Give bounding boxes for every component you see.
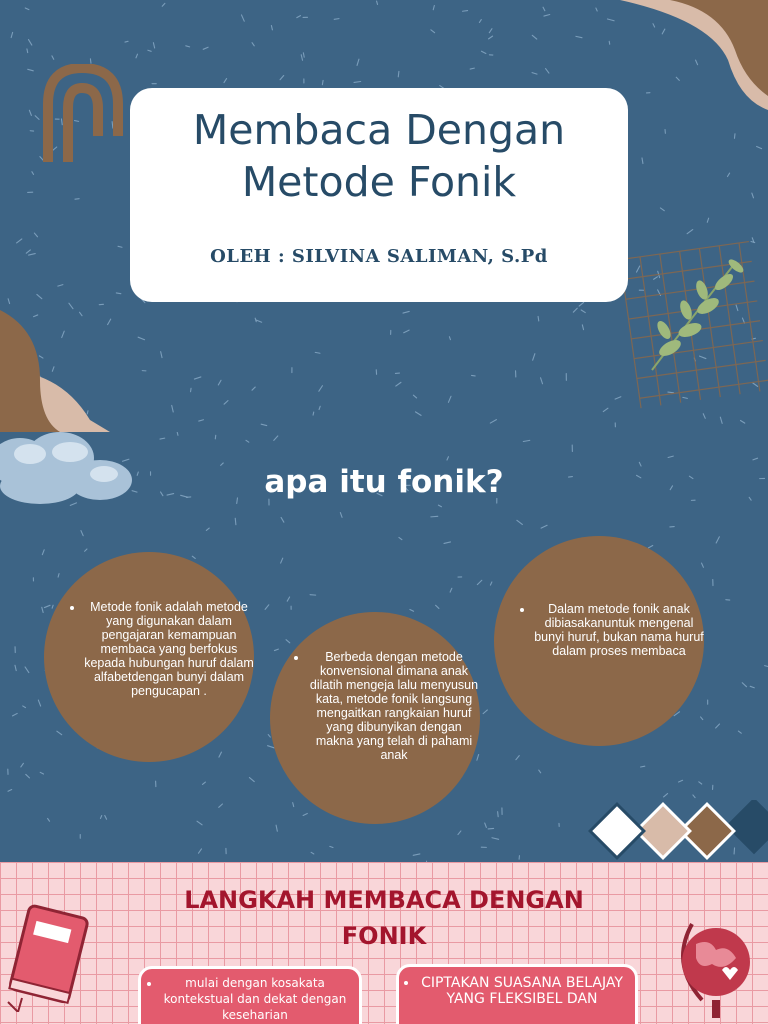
author-line: OLEH : SILVINA SALIMAN, S.Pd bbox=[210, 246, 548, 267]
steps-slide bbox=[0, 862, 768, 1024]
steps-title bbox=[0, 882, 768, 954]
step-text: • CIPTAKAN SUASANA BELAJAY YANG FLEKSIBEL DAN bbox=[419, 975, 625, 1007]
page-title: Membaca Dengan Metode Fonik bbox=[192, 106, 566, 206]
left-blob-decoration bbox=[0, 310, 150, 432]
definition-bubble-1 bbox=[44, 552, 254, 762]
definition-bubble-2 bbox=[270, 612, 480, 824]
title-slide bbox=[0, 0, 768, 432]
definition-slide bbox=[0, 432, 768, 862]
definition-bubble-3 bbox=[494, 536, 704, 746]
steps-title-text: LANGKAH MEMBACA DENGAN FONIK bbox=[184, 886, 584, 950]
bubble-text: • Metode fonik adalah metode yang digunakan dalam pengajaran kemampuan membaca yang berfokus kepada hubungan huruf dalam alfabetdengan bunyi dalam pengucapan . bbox=[84, 600, 254, 698]
book-icon bbox=[0, 902, 90, 1012]
step-box-1 bbox=[138, 966, 362, 1024]
diamond-tiles-icon bbox=[584, 800, 768, 862]
title-card bbox=[130, 88, 628, 302]
bubble-text: • Berbeda dengan metode konvensional dimana anak dilatih mengeja lalu menyusun kata, metode fonik langsung mengaitkan rangkaian huruf yang dibunyikan dengan makna yang telah di pahami anak bbox=[308, 650, 480, 762]
step-box-2 bbox=[396, 964, 638, 1024]
bubble-text: • Dalam metode fonik anak dibiasakanuntuk mengenal bunyi huruf, bukan nama huruf dalam proses membaca bbox=[534, 602, 704, 658]
globe-icon bbox=[676, 914, 768, 1024]
arch-shape-icon bbox=[42, 64, 124, 166]
leaf-branch-icon bbox=[640, 250, 750, 380]
section-question: apa itu fonik? bbox=[264, 464, 504, 500]
step-text: • mulai dengan kosakata kontekstual dan dekat dengan keseharian bbox=[161, 975, 349, 1023]
